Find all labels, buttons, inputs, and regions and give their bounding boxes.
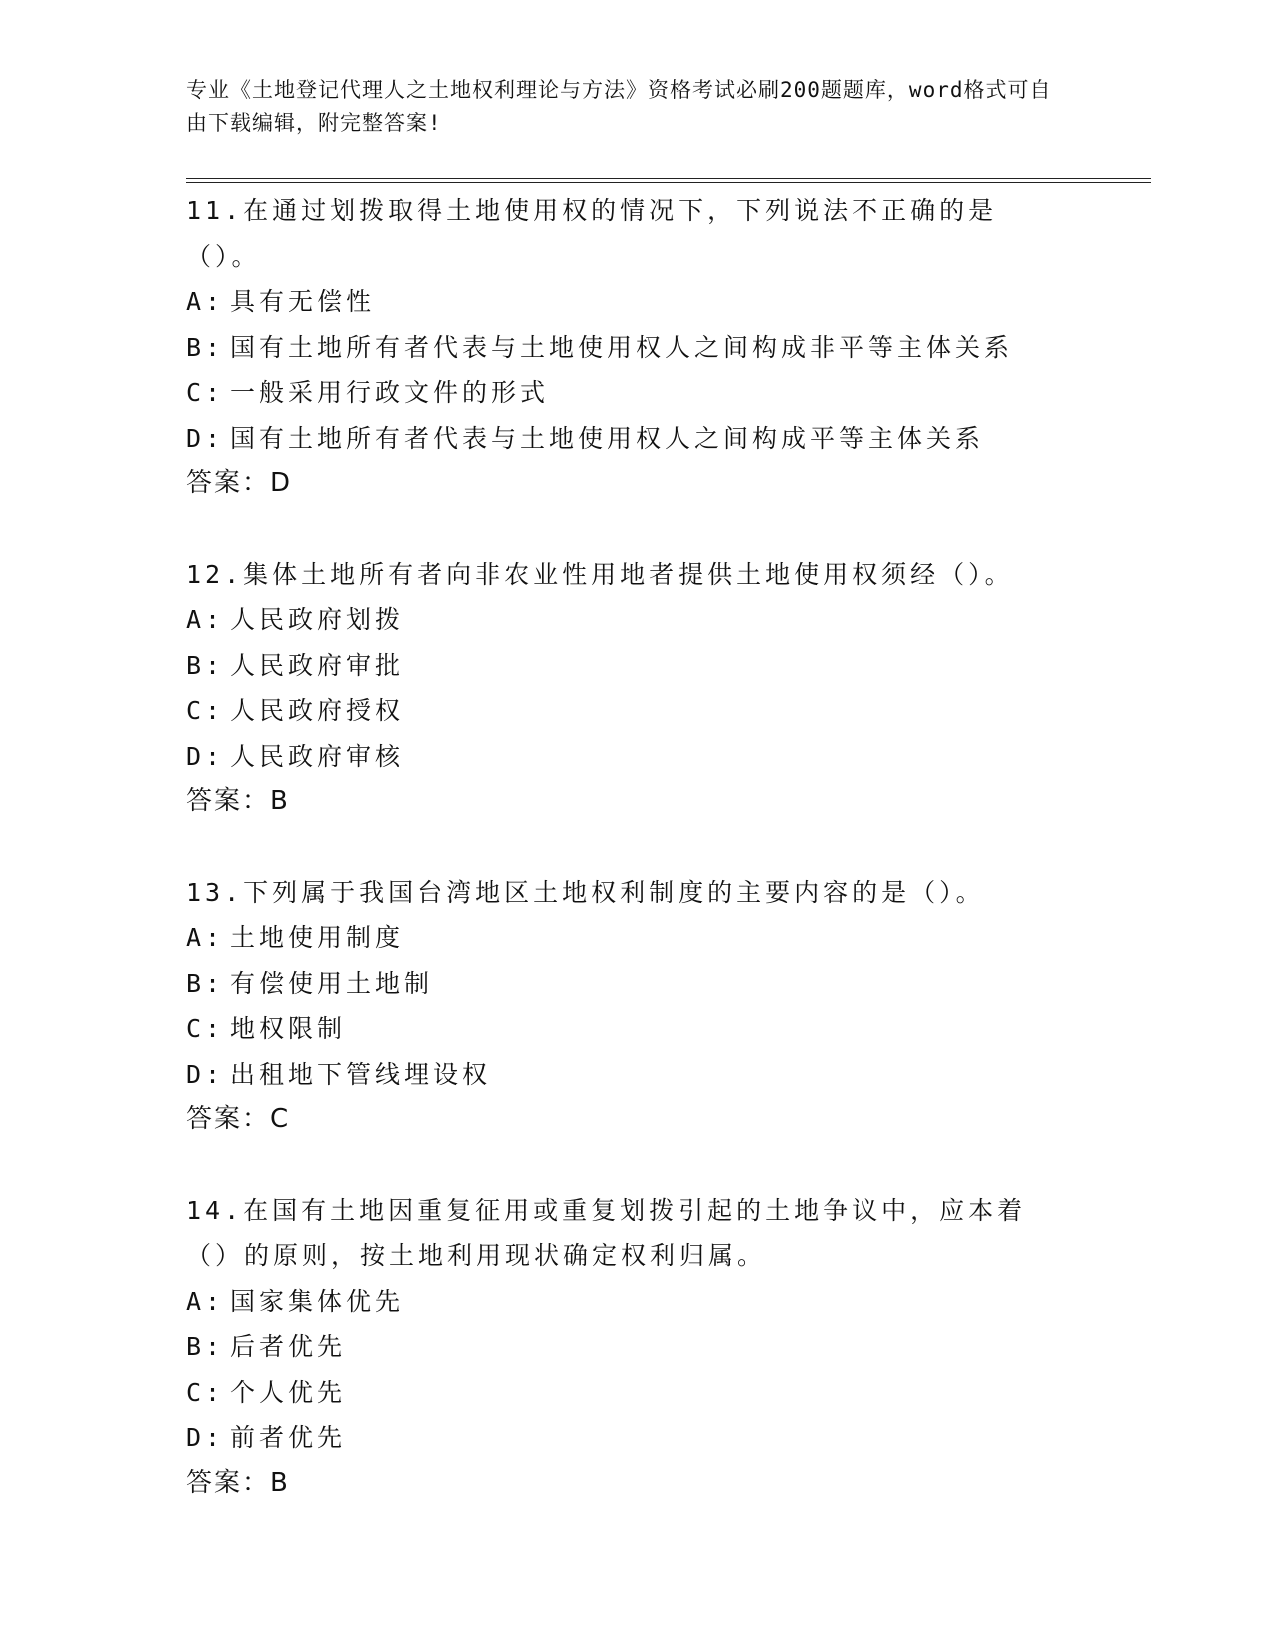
question-stem: 11.在通过划拨取得土地使用权的情况下，下列说法不正确的是（）。 <box>186 196 998 271</box>
question-stem: 13.下列属于我国台湾地区土地权利制度的主要内容的是（）。 <box>186 877 985 907</box>
option-c <box>186 1006 1151 1052</box>
option-text: 地权限制 <box>230 1014 347 1043</box>
option-a <box>186 597 1151 643</box>
answer-label: 答案：C <box>186 1104 291 1134</box>
option-a <box>186 279 1151 325</box>
answer-label: 答案：D <box>186 468 293 498</box>
question-stem: 12.集体土地所有者向非农业性用地者提供土地使用权须经（）。 <box>186 559 1014 589</box>
document-header: 专业《土地登记代理人之土地权利理论与方法》资格考试必刷200题题库，word格式可自由下载编辑，附完整答案! <box>186 78 1052 135</box>
option-b <box>186 643 1151 689</box>
option-letter: B: <box>186 968 225 998</box>
option-text: 人民政府划拨 <box>230 605 405 634</box>
option-letter: A: <box>186 287 225 316</box>
option-letter: C: <box>186 1377 225 1407</box>
option-letter: C: <box>186 1014 225 1043</box>
question-12 <box>186 552 1151 825</box>
option-letter: A: <box>186 923 225 952</box>
question-11 <box>186 188 1151 507</box>
option-c <box>186 688 1151 734</box>
option-text: 前者优先 <box>230 1423 347 1452</box>
option-b <box>186 961 1151 1007</box>
question-14 <box>186 1188 1151 1507</box>
option-letter: D: <box>186 1423 225 1452</box>
answer-label: 答案：B <box>186 786 290 816</box>
question-13 <box>186 870 1151 1143</box>
option-text: 人民政府审批 <box>230 650 405 680</box>
option-text: 有偿使用土地制 <box>230 968 434 998</box>
header-divider-top <box>186 178 1151 179</box>
option-letter: C: <box>186 696 225 725</box>
answer-label: 答案：B <box>186 1467 290 1498</box>
option-text: 具有无偿性 <box>230 287 376 316</box>
option-letter: D: <box>186 741 225 771</box>
question-list <box>186 188 1151 1551</box>
option-b <box>186 325 1151 371</box>
option-d <box>186 734 1151 780</box>
option-text: 个人优先 <box>230 1377 347 1407</box>
option-letter: D: <box>186 423 225 453</box>
question-stem: 14.在国有土地因重复征用或重复划拨引起的土地争议中，应本着（）的原则，按土地利用现状确定权利归属。 <box>186 1195 1027 1270</box>
option-text: 土地使用制度 <box>230 923 405 952</box>
option-d <box>186 1052 1151 1098</box>
option-letter: A: <box>186 605 225 634</box>
option-text: 国有土地所有者代表与土地使用权人之间构成平等主体关系 <box>230 423 985 453</box>
option-text: 后者优先 <box>230 1332 347 1361</box>
option-a <box>186 915 1151 961</box>
option-text: 国家集体优先 <box>230 1286 405 1316</box>
option-letter: A: <box>186 1286 225 1316</box>
option-letter: B: <box>186 1332 225 1361</box>
option-text: 人民政府授权 <box>230 696 405 725</box>
option-d <box>186 416 1151 462</box>
option-b <box>186 1324 1151 1370</box>
option-c <box>186 370 1151 416</box>
option-letter: D: <box>186 1059 225 1089</box>
option-letter: C: <box>186 378 225 407</box>
option-text: 人民政府审核 <box>230 741 405 771</box>
option-letter: B: <box>186 332 225 362</box>
header-divider-bottom <box>186 182 1151 183</box>
option-c <box>186 1370 1151 1416</box>
option-text: 出租地下管线埋设权 <box>230 1059 492 1089</box>
option-text: 一般采用行政文件的形式 <box>230 378 550 407</box>
option-d <box>186 1415 1151 1461</box>
option-text: 国有土地所有者代表与土地使用权人之间构成非平等主体关系 <box>230 332 1014 362</box>
option-letter: B: <box>186 650 225 680</box>
option-a <box>186 1279 1151 1325</box>
